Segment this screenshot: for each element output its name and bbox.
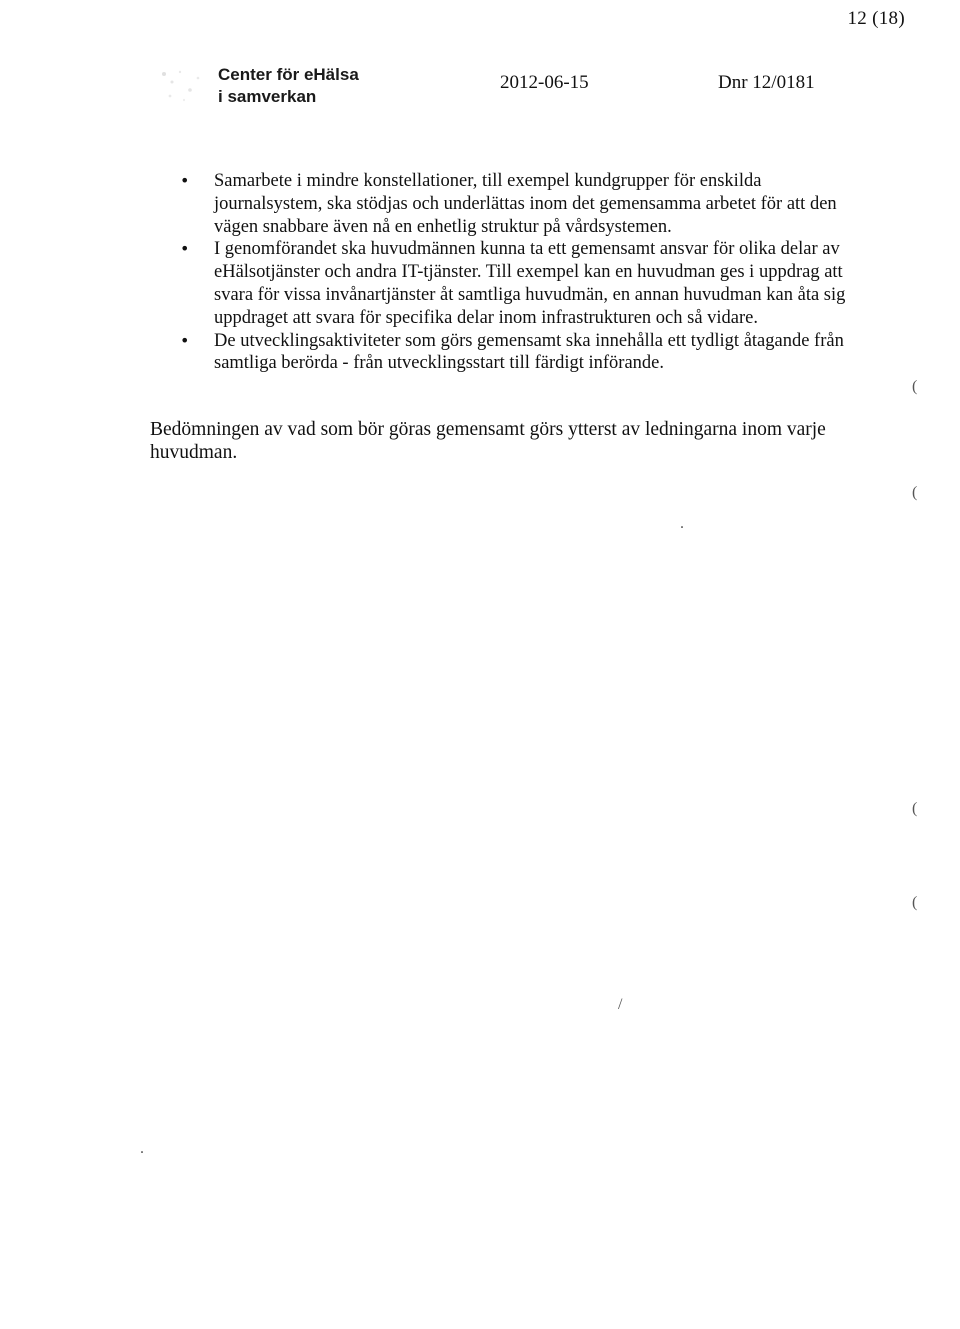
margin-mark: ( — [912, 800, 918, 817]
bullet-text: De utvecklingsaktiviteter som görs gemensamt ska innehålla ett tydligt åtagande från samtliga berörda - från utvecklingsstart till färdigt införande. — [214, 330, 844, 374]
bullet-icon: • — [180, 239, 190, 259]
margin-mark: ( — [912, 484, 918, 501]
organization-name — [218, 64, 359, 108]
bullet-list — [180, 170, 860, 375]
bullet-item — [180, 170, 860, 238]
conclusion-paragraph: Bedömningen av vad som bör göras gemensamt görs ytterst av ledningarna inom varje huvudman. — [150, 419, 826, 463]
margin-mark: ( — [912, 378, 918, 395]
margin-mark: . — [140, 1140, 144, 1157]
margin-mark: / — [618, 996, 623, 1013]
bullet-text: Samarbete i mindre konstellationer, till exempel kundgrupper för enskilda journalsystem, ska stödjas och underlättas inom det gemensamma arbetet för att den vägen snabbare även nå en enhetlig struktur på vårdsystemen. — [214, 171, 837, 237]
page-number: 12 (18) — [847, 8, 905, 29]
organization-line-1: Center för eHälsa — [218, 65, 359, 84]
bullet-icon: • — [180, 330, 190, 350]
bullet-icon: • — [180, 171, 190, 190]
document-reference: Dnr 12/0181 — [718, 72, 815, 93]
document-date: 2012-06-15 — [500, 72, 589, 93]
logo-mark — [150, 62, 210, 108]
organization-line-2: i samverkan — [218, 87, 317, 106]
bullet-text: I genomförandet ska huvudmännen kunna ta ett gemensamt ansvar för olika delar av eHälsotjänster och andra IT-tjänster. Till exempel kan en huvudman ges i uppdrag att svara för vissa invånartjänster åt samtliga huvudmän, en annan huvudman kan åta sig uppdraget att svara för specifika delar inom infrastrukturen och så vidare. — [214, 239, 846, 328]
margin-mark: . — [680, 515, 684, 532]
margin-mark: ( — [912, 894, 918, 911]
bullet-item — [180, 238, 860, 329]
bullet-item — [180, 330, 860, 376]
